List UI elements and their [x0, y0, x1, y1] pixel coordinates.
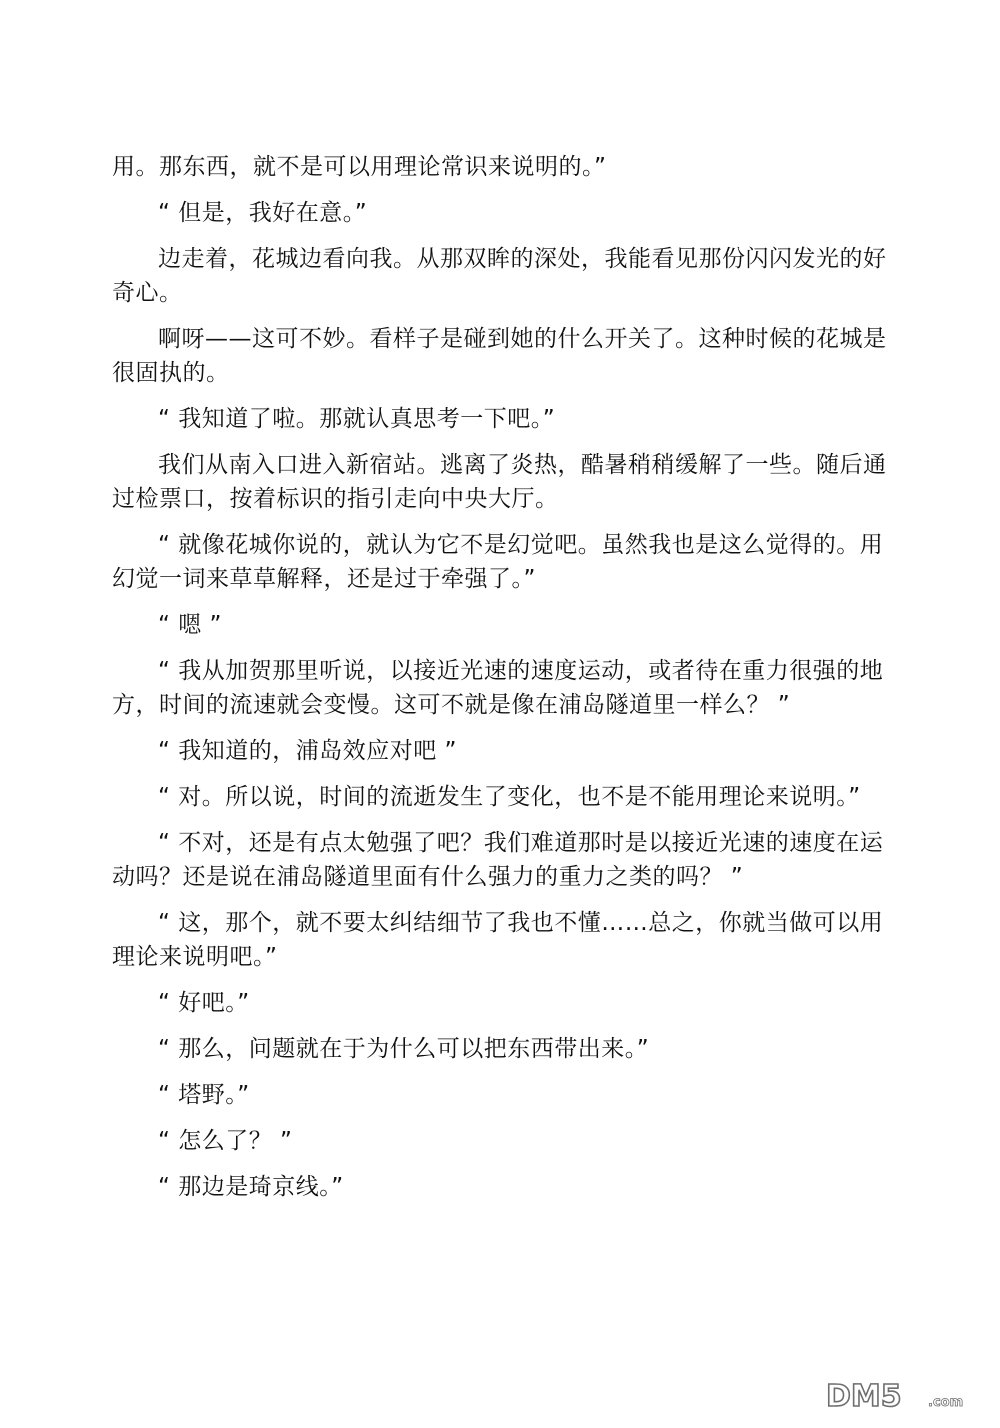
paragraph: “ 我知道了啦。那就认真思考一下吧。” — [158, 406, 556, 432]
watermark-main: DM5 — [826, 1379, 902, 1414]
paragraph: 用。那东西，就不是可以用理论常识来说明的。” — [112, 154, 607, 180]
paragraph: 我们从南入口进入新宿站。逃离了炎热，酷暑稍稍缓解了一些。随后通过检票口，按着标识的指引走向中央大厅。 — [112, 452, 887, 512]
paragraph: 边走着，花城边看向我。从那双眸的深处，我能看见那份闪闪发光的好奇心。 — [112, 246, 887, 306]
paragraph: “ 我知道的，浦岛效应对吧 ” — [158, 738, 457, 764]
paragraph: “ 对。所以说，时间的流逝发生了变化，也不是不能用理论来说明。” — [158, 784, 861, 810]
paragraph: “ 嗯 ” — [158, 612, 222, 638]
paragraph: “ 我从加贺那里听说，以接近光速的速度运动，或者待在重力很强的地方，时间的流速就会变慢。这可不就是像在浦岛隧道里一样么？ ” — [112, 658, 884, 718]
paragraph: “ 塔野。” — [158, 1082, 250, 1108]
paragraph: “ 不对，还是有点太勉强了吧？我们难道那时是以接近光速的速度在运动吗？还是说在浦岛隧道里面有什么强力的重力之类的吗？ ” — [112, 830, 884, 890]
paragraph: 啊呀——这可不妙。看样子是碰到她的什么开关了。这种时候的花城是很固执的。 — [112, 326, 887, 386]
paragraph: “ 这，那个，就不要太纠结细节了我也不懂……总之，你就当做可以用理论来说明吧。” — [112, 910, 884, 970]
watermark-logo — [822, 1372, 982, 1416]
watermark-suffix: .com — [928, 1395, 964, 1410]
paragraph: “ 那么，问题就在于为什么可以把东西带出来。” — [158, 1036, 650, 1062]
paragraph: “ 怎么了？ ” — [158, 1128, 293, 1154]
paragraph: “ 但是，我好在意。” — [158, 200, 368, 226]
paragraph: “ 好吧。” — [158, 990, 250, 1016]
paragraph: “ 就像花城你说的，就认为它不是幻觉吧。虽然我也是这么觉得的。用幻觉一词来草草解释，还是过于牵强了。” — [112, 532, 884, 592]
paragraph: “ 那边是琦京线。” — [158, 1174, 344, 1200]
text-block — [112, 150, 892, 1216]
